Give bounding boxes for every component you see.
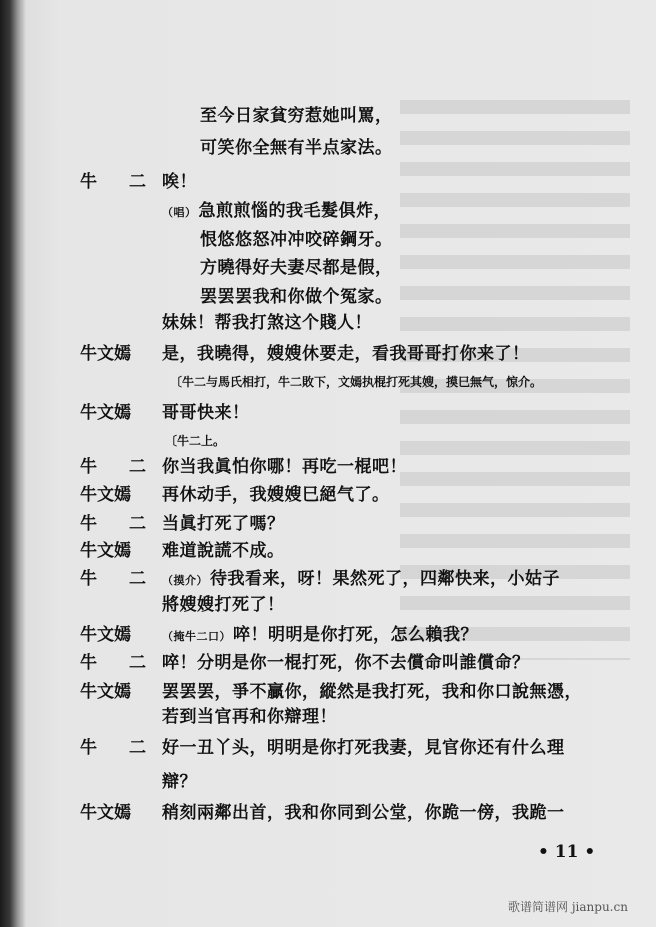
dialog-line: 唉！: [162, 172, 197, 192]
speaker: 牛文嫣: [80, 803, 131, 823]
dialog-line: 好一丑丫头，明明是你打死我妻，見官你还有什么理: [162, 738, 565, 758]
stage-direction: 〔牛二上。: [165, 434, 226, 448]
dialog-line: 將嫂嫂打死了！: [162, 595, 285, 615]
speaker: 牛文嫣: [80, 485, 131, 505]
verse-line: 急煎煎惱的我毛髮俱炸，: [198, 201, 391, 221]
page-number: • 11 •: [538, 842, 596, 862]
dialog-line: 妹妹！帮我打煞这个賤人！: [162, 313, 372, 333]
dialog-line-with-note: [162, 625, 478, 647]
verse-line: 方曉得好夫妻尽都是假，: [200, 258, 393, 278]
speaker: 牛文嫣: [80, 403, 131, 423]
dialog-line: 再休动手，我嫂嫂巳絕气了。: [162, 485, 390, 505]
speaker: 牛 二: [80, 514, 146, 534]
dialog-line: 是，我曉得，嫂嫂休要走，看我哥哥打你来了！: [162, 344, 530, 364]
verse-line: 至今日家貧穷惹她叫罵，: [200, 106, 393, 126]
speaker: 牛 二: [80, 738, 146, 758]
speaker: 牛文嫣: [80, 541, 131, 561]
dialog-line: 啐！明明是你打死，怎么賴我？: [233, 625, 478, 645]
dialog-line: 辯？: [162, 772, 197, 792]
speaker: 牛文嫣: [80, 682, 131, 702]
stage-direction: 〔牛二与馬氏相打，牛二敗下，文嫣执棍打死其嫂，摸巳無气，惊介。: [170, 375, 543, 389]
action-note: （掩牛二口）: [162, 630, 231, 643]
verse-line: 可笑你全無有半点家法。: [200, 138, 393, 158]
sing-note: （唱）: [162, 206, 197, 219]
verse-line: 恨悠悠怒冲冲咬碎鋼牙。: [200, 230, 393, 250]
speaker: 牛 二: [80, 172, 146, 192]
action-note: （摸介）: [162, 574, 208, 587]
speaker: 牛 二: [80, 653, 146, 673]
speaker: 牛 二: [80, 457, 146, 477]
speaker: 牛文嫣: [80, 344, 131, 364]
dialog-line: 待我看来，呀！果然死了，四鄰快来，小姑子: [210, 569, 560, 589]
dialog-line: 啐！分明是你一棍打死，你不去償命叫誰償命？: [162, 653, 530, 673]
watermark: 歌谱简谱网 jianpu.cn: [508, 900, 628, 914]
verse-line-with-note: [162, 201, 391, 223]
speaker: 牛 二: [80, 569, 146, 589]
verse-line: 罢罢罢我和你做个冤家。: [200, 287, 393, 307]
speaker: 牛文嫣: [80, 625, 131, 645]
dialog-line-with-note: [162, 569, 560, 591]
dialog-line: 罢罢罢，爭不贏你，縱然是我打死，我和你口說無憑，: [162, 682, 582, 702]
dialog-line: 哥哥快来！: [162, 403, 250, 423]
dialog-line: 难道說謊不成。: [162, 541, 285, 561]
dialog-line: 当眞打死了嗎？: [162, 514, 285, 534]
dialog-line: 若到当官再和你辯理！: [162, 707, 337, 727]
dialog-line: 你当我眞怕你哪！再吃一棍吧！: [162, 457, 407, 477]
dialog-line: 稍刻兩鄰出首，我和你同到公堂，你跪一傍，我跪一: [162, 803, 565, 823]
